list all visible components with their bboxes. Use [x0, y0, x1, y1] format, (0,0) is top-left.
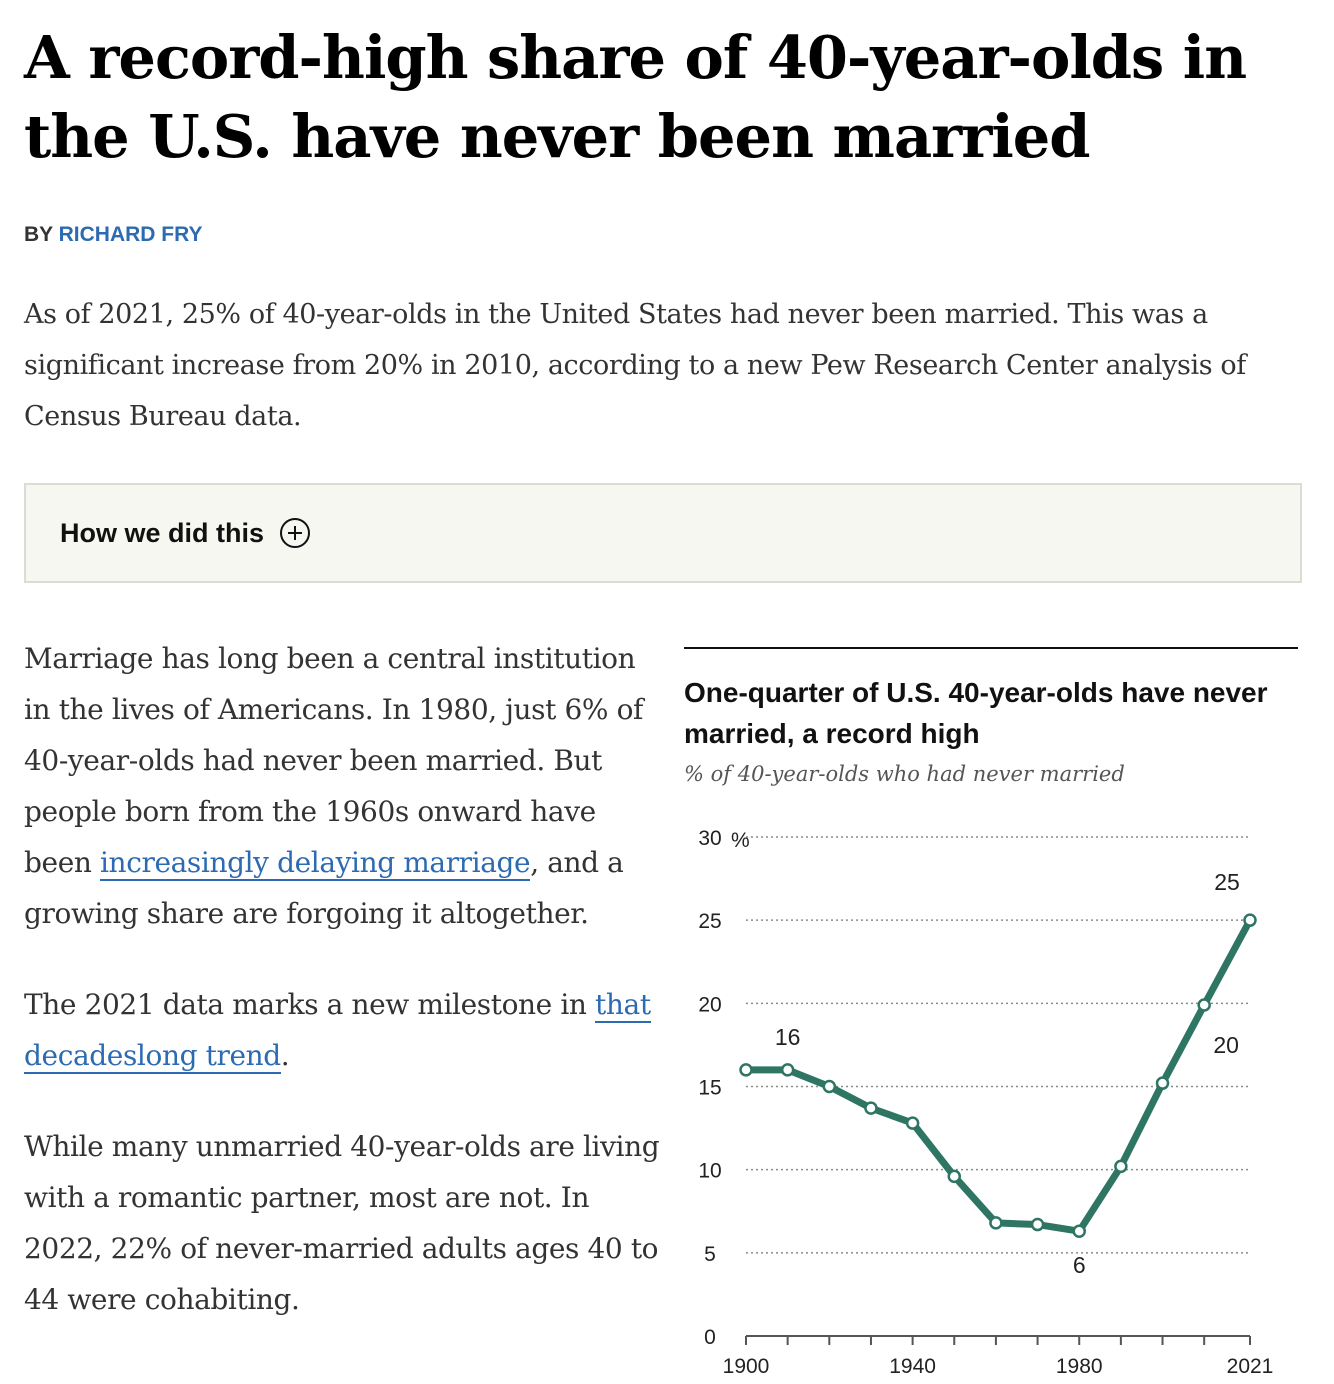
chart-title: One-quarter of U.S. 40-year-olds have never married, a record high — [684, 677, 1268, 749]
data-point — [1074, 1226, 1085, 1237]
p2-text-end: . — [280, 1039, 290, 1072]
data-point — [990, 1217, 1001, 1228]
y-tick-label: 30 — [698, 827, 722, 850]
data-point — [741, 1064, 752, 1075]
y-unit-label: % — [731, 829, 750, 852]
y-tick-label: 15 — [698, 1076, 722, 1100]
y-tick-label: 5 — [704, 1242, 716, 1266]
p1-text-end: , and a growing share are forgoing it altogether. — [24, 846, 624, 930]
how-we-did-this-toggle[interactable] — [24, 483, 1302, 583]
data-point — [1245, 915, 1256, 926]
y-tick-label: 10 — [698, 1159, 722, 1183]
x-tick-label: 1940 — [889, 1355, 936, 1378]
data-point — [824, 1081, 835, 1092]
data-point — [1157, 1078, 1168, 1089]
data-label: 25 — [1214, 869, 1240, 896]
how-we-did-this-label: How we did this — [60, 517, 265, 548]
data-point — [782, 1064, 793, 1075]
data-point — [949, 1171, 960, 1182]
y-tick-label: 20 — [698, 993, 722, 1017]
x-tick-label: 2021 — [1226, 1355, 1274, 1378]
chart-top-rule — [684, 647, 1298, 649]
intro-paragraph: As of 2021, 25% of 40-year-olds in the United States had never been married. This was a significant increase from 20% in 2010, according to a new Pew Research Center analysis of Census Bureau data. — [24, 299, 1246, 432]
y-tick-label: 25 — [698, 910, 722, 934]
article-headline: A record-high share of 40-year-olds in the U.S. have never been married — [24, 23, 1247, 171]
body-paragraph-2 — [24, 979, 664, 1081]
series-line — [746, 920, 1250, 1231]
x-tick-label: 1980 — [1055, 1355, 1103, 1378]
data-label: 20 — [1213, 1031, 1239, 1058]
data-point — [1032, 1219, 1043, 1230]
x-tick-label: 1900 — [722, 1355, 770, 1378]
data-label: 6 — [1072, 1252, 1086, 1279]
body-paragraph-1 — [24, 633, 664, 939]
data-point — [907, 1118, 918, 1129]
data-label: 16 — [774, 1023, 801, 1050]
decadeslong-trend-link[interactable]: that decadeslong trend — [24, 988, 651, 1072]
y-tick-label: 0 — [704, 1326, 716, 1349]
body-paragraph-3: While many unmarried 40-year-olds are living with a romantic partner, most are not. In 2022, 22% of never-married adults ages 40 to 44 were cohabiting. — [24, 1130, 660, 1316]
expand-plus-icon[interactable] — [280, 518, 310, 548]
never-married-line-chart — [684, 800, 1304, 1384]
author-link[interactable]: RICHARD FRY — [58, 223, 203, 246]
data-point — [1115, 1161, 1126, 1172]
chart-subtitle: % of 40-year-olds who had never married — [684, 762, 1125, 786]
data-point — [865, 1103, 876, 1114]
increasingly-delaying-marriage-link[interactable]: increasingly delaying marriage — [100, 846, 531, 879]
byline — [24, 223, 203, 247]
p1-text: Marriage has long been a central institution in the lives of Americans. In 1980, just 6% of 40-year-olds had never been married. But people born from the 1960s onward have been — [24, 642, 644, 879]
p2-text: The 2021 data marks a new milestone in — [24, 988, 596, 1021]
article-body — [24, 633, 664, 1365]
byline-prefix: BY — [24, 223, 53, 246]
data-point — [1199, 999, 1210, 1010]
